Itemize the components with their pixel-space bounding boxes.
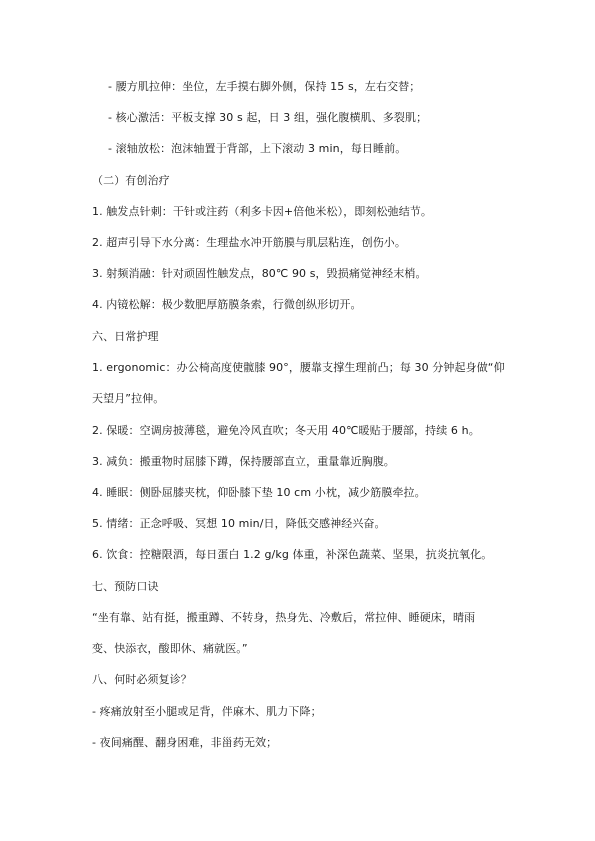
invasive-item-4: 4. 内镜松解：极少数肥厚筋膜条索，行微创纵形切开。	[92, 298, 362, 311]
daily-item-5: 5. 情绪：正念呼吸、冥想 10 min/日，降低交感神经兴奋。	[92, 517, 386, 530]
daily-item-3: 3. 减负：搬重物时屈膝下蹲，保持腰部直立，重量靠近胸腹。	[92, 455, 395, 468]
prevention-rhyme-line-2: 变、快添衣，酸即休、痛就医。”	[92, 642, 248, 655]
stretch-item-foam-roller: - 滚轴放松：泡沫轴置于背部，上下滚动 3 min，每日睡前。	[108, 142, 407, 155]
invasive-item-1: 1. 触发点针刺：干针或注药（利多卡因+倍他米松），即刻松弛结节。	[92, 205, 433, 218]
prevention-rhyme-line-1: “坐有靠、站有挺，搬重蹲、不转身，热身先、冷敷后，常拉伸、睡硬床，晴雨	[92, 611, 476, 624]
daily-item-2: 2. 保暖：空调房披薄毯，避免冷风直吹；冬天用 40℃暖贴于腰部，持续 6 h。	[92, 424, 480, 437]
stretch-item-quadratus: - 腰方肌拉伸：坐位，左手摸右脚外侧，保持 15 s，左右交替；	[108, 80, 421, 93]
followup-item-2: - 夜间痛醒、翻身困难，非甾药无效；	[92, 736, 278, 749]
section-heading-daily-care: 六、日常护理	[92, 330, 159, 343]
section-heading-followup: 八、何时必须复诊？	[92, 673, 192, 686]
invasive-item-3: 3. 射频消融：针对顽固性触发点，80℃ 90 s，毁损痛觉神经末梢。	[92, 267, 427, 280]
section-heading-prevention: 七、预防口诀	[92, 580, 159, 593]
daily-item-1-line-2: 天望月”拉伸。	[92, 392, 165, 405]
daily-item-4: 4. 睡眠：侧卧屈膝夹枕，仰卧膝下垫 10 cm 小枕，减少筋膜牵拉。	[92, 486, 426, 499]
stretch-item-core: - 核心激活：平板支撑 30 s 起，日 3 组，强化腹横肌、多裂肌；	[108, 111, 428, 124]
daily-item-1-line-1: 1. ergonomic：办公椅高度使髋膝 90°，腰靠支撑生理前凸；每 30 分钟起身做“仰	[92, 361, 505, 374]
daily-item-6: 6. 饮食：控糖限酒，每日蛋白 1.2 g/kg 体重，补深色蔬菜、坚果，抗炎抗氧化。	[92, 548, 493, 561]
followup-item-1: - 疼痛放射至小腿或足背，伴麻木、肌力下降；	[92, 705, 322, 718]
section-heading-invasive: （二）有创治疗	[92, 174, 170, 187]
invasive-item-2: 2. 超声引导下水分离：生理盐水冲开筋膜与肌层粘连，创伤小。	[92, 236, 406, 249]
